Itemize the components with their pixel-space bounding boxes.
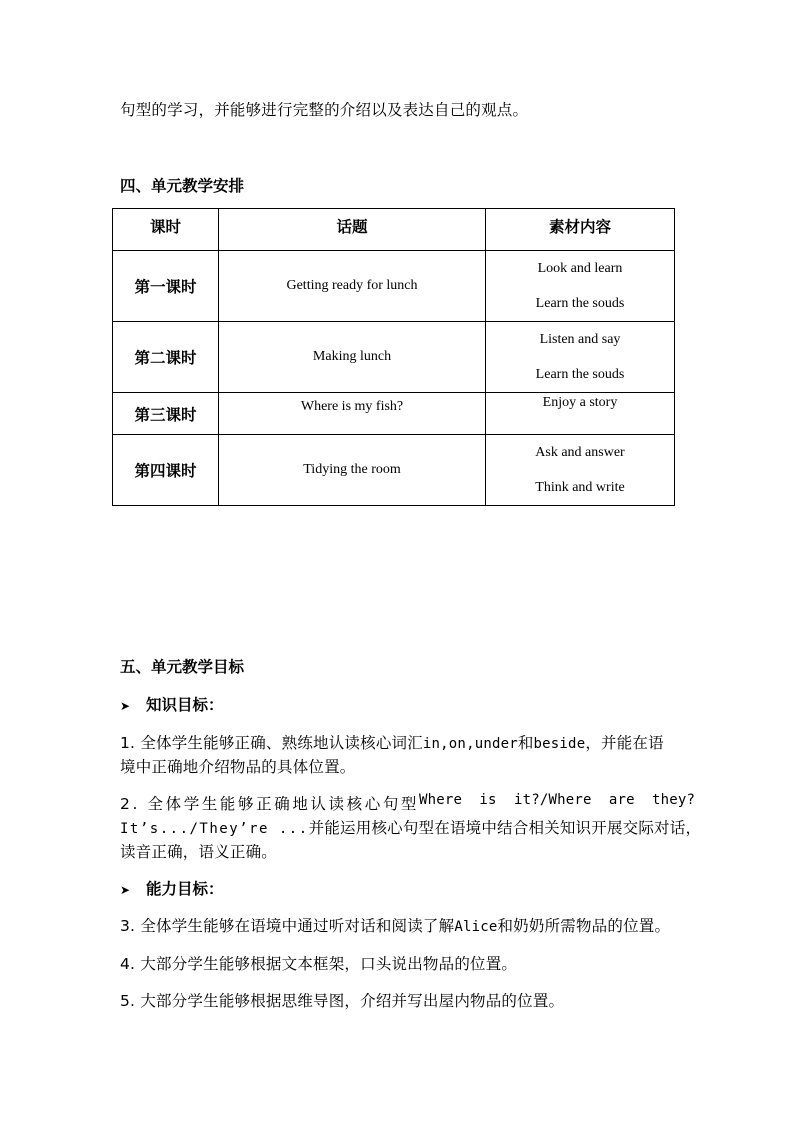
material-item: Enjoy a story [542,395,618,410]
goal-2-line-2: It’s.../They’re ...并能运用核心句型在语境中结合相关知识开展交际对话， [120,819,702,837]
knowledge-goals-label: ➤ 知识目标： [120,696,224,714]
ability-goals-label: ➤ 能力目标： [120,880,224,898]
lesson-cell: 第三课时 [113,393,219,435]
material-item: Ask and answer [535,445,625,460]
topic-cell: Getting ready for lunch [219,251,486,322]
header-lesson: 课时 [113,209,219,251]
goal-4: 4. 大部分学生能够根据文本框架，口头说出物品的位置。 [120,955,518,973]
section5-title: 五、单元教学目标 [120,658,245,676]
table-row [113,251,675,322]
goal-3: 3. 全体学生能够在语境中通过听对话和阅读了解Alice和奶奶所需物品的位置。 [120,917,671,935]
table-row [113,393,675,435]
table-header-row [113,209,675,251]
lesson-cell: 第二课时 [113,322,219,393]
materials-cell [486,393,675,435]
materials-cell [486,322,675,393]
topic-cell: Where is my fish? [219,393,486,435]
topic-cell: Tidying the room [219,435,486,506]
goal-5: 5. 大部分学生能够根据思维导图，介绍并写出屋内物品的位置。 [120,992,565,1010]
header-topic: 话题 [219,209,486,251]
lesson-cell: 第一课时 [113,251,219,322]
lesson-cell: 第四课时 [113,435,219,506]
arrow-bullet-icon: ➤ [120,883,131,897]
goal-1-line-1: 1. 全体学生能够正确、熟练地认读核心词汇in,on,under和beside，并能在语 [120,734,664,752]
material-item: Learn the souds [535,367,625,382]
schedule-table [112,208,675,506]
material-item: Listen and say [539,332,621,347]
goal-2-line-1: 2. 全体学生能够正确地认读核心句型 Where is it?/Where are they? [120,792,696,813]
material-item: Look and learn [537,261,623,276]
header-materials: 素材内容 [486,209,675,251]
arrow-bullet-icon: ➤ [120,699,131,713]
goal-2-line-3: 读音正确，语义正确。 [120,843,278,861]
materials-cell [486,251,675,322]
topic-cell: Making lunch [219,322,486,393]
material-item: Think and write [535,480,625,495]
intro-line: 句型的学习，并能够进行完整的介绍以及表达自己的观点。 [120,101,529,119]
goal-1-line-2: 境中正确地介绍物品的具体位置。 [120,758,356,776]
table-row [113,435,675,506]
material-item: Learn the souds [535,296,625,311]
section4-title: 四、单元教学安排 [120,177,245,195]
materials-cell [486,435,675,506]
table-row [113,322,675,393]
